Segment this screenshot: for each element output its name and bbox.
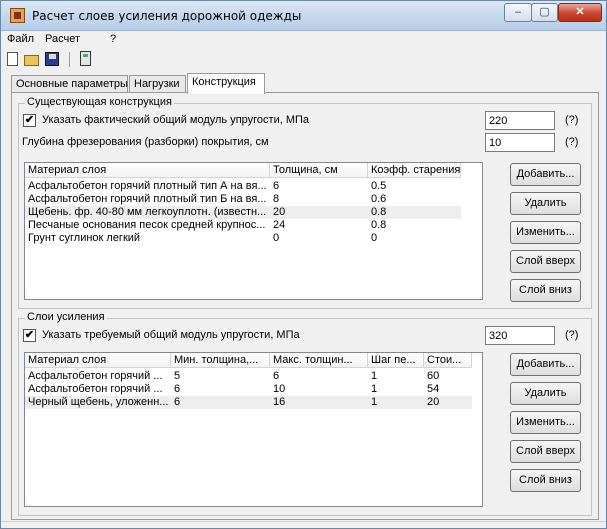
reinforcement-group-label: Слои усиления	[27, 311, 105, 323]
app-icon	[10, 8, 25, 23]
column-cost[interactable]: Стои...	[424, 353, 472, 368]
row-aging: 0.6	[371, 193, 387, 205]
table-row[interactable]	[25, 193, 482, 206]
reinforcement-edit-button[interactable]: Изменить...	[510, 411, 581, 434]
existing-layers-list[interactable]	[24, 162, 483, 300]
column-material[interactable]: Материал слоя	[25, 353, 171, 368]
tab-main-parameters[interactable]: Основные параметры	[11, 75, 128, 93]
existing-delete-button[interactable]: Удалить	[510, 192, 581, 215]
row-cost: 54	[427, 383, 440, 395]
existing-group-label: Существующая конструкция	[27, 96, 172, 108]
menu-calculation[interactable]: Расчет	[45, 33, 80, 45]
reinforcement-layer-down-button[interactable]: Слой вниз	[510, 469, 581, 492]
open-folder-icon[interactable]	[24, 55, 39, 66]
reinforcement-layers-group	[18, 311, 592, 516]
window-title: Расчет слоев усиления дорожной одежды	[32, 9, 302, 23]
menu-bar	[1, 31, 606, 49]
row-min-thickness: 5	[174, 370, 181, 382]
menu-file[interactable]: Файл	[7, 33, 35, 45]
row-thickness: 0	[273, 232, 280, 244]
new-document-icon[interactable]	[7, 52, 18, 66]
column-step[interactable]: Шаг пе...	[368, 353, 424, 368]
required-modulus-label: Указать требуемый общий модуль упругости, МПа	[42, 329, 300, 341]
tab-construction[interactable]: Конструкция	[187, 73, 265, 94]
milling-depth-input[interactable]	[485, 133, 555, 152]
table-row[interactable]	[25, 396, 472, 409]
existing-modulus-help[interactable]: (?)	[565, 114, 579, 126]
row-material: Щебень. фр. 40-80 мм легкоуплотн. (известн...	[28, 206, 267, 218]
existing-list-header	[25, 163, 482, 178]
required-modulus-checkbox[interactable]: ✔	[24, 329, 35, 341]
calculator-icon[interactable]	[80, 51, 91, 66]
row-thickness: 24	[273, 219, 286, 231]
row-material: Асфальтобетон горячий ...	[28, 370, 163, 382]
row-aging: 0.8	[371, 219, 387, 231]
row-material: Песчаные основания песок средней крупнос...	[28, 219, 266, 231]
reinforcement-add-button[interactable]: Добавить...	[510, 353, 581, 376]
row-max-thickness: 6	[273, 370, 280, 382]
milling-depth-help[interactable]: (?)	[565, 136, 579, 148]
row-material: Черный щебень, уложенн...	[28, 396, 169, 408]
maximize-button[interactable]: ▢	[531, 3, 558, 22]
row-max-thickness: 10	[273, 383, 286, 395]
reinforcement-list-header	[25, 353, 482, 368]
row-min-thickness: 6	[174, 396, 181, 408]
row-material: Грунт суглинок легкий	[28, 232, 141, 244]
row-step: 1	[371, 370, 378, 382]
row-aging: 0.5	[371, 180, 387, 192]
reinforcement-layer-up-button[interactable]: Слой вверх	[510, 440, 581, 463]
row-step: 1	[371, 383, 378, 395]
table-row[interactable]	[25, 219, 482, 232]
row-cost: 20	[427, 396, 440, 408]
column-min-thickness[interactable]: Мин. толщина,...	[171, 353, 270, 368]
existing-modulus-label: Указать фактический общий модуль упругости, МПа	[42, 114, 310, 126]
status-bar	[1, 521, 606, 529]
row-material: Асфальтобетон горячий ...	[28, 383, 163, 395]
existing-construction-group	[18, 96, 592, 309]
table-row[interactable]	[25, 206, 461, 219]
column-thickness[interactable]: Толщина, см	[270, 163, 368, 178]
required-modulus-help[interactable]: (?)	[565, 329, 579, 341]
row-material: Асфальтобетон горячий плотный тип Б на вя...	[28, 193, 267, 205]
menu-help[interactable]: ?	[110, 33, 117, 45]
column-material[interactable]: Материал слоя	[25, 163, 270, 178]
minimize-button[interactable]: –	[504, 3, 532, 22]
construction-panel	[11, 92, 599, 520]
toolbar	[1, 49, 606, 69]
existing-modulus-checkbox[interactable]: ✔	[24, 114, 35, 126]
row-min-thickness: 6	[174, 383, 181, 395]
existing-layer-down-button[interactable]: Слой вниз	[510, 279, 581, 302]
row-thickness: 8	[273, 193, 280, 205]
column-aging-coefficient[interactable]: Коэфф. старения	[368, 163, 461, 178]
existing-layer-up-button[interactable]: Слой вверх	[510, 250, 581, 273]
table-row[interactable]	[25, 370, 482, 383]
row-material: Асфальтобетон горячий плотный тип А на вя...	[28, 180, 267, 192]
existing-edit-button[interactable]: Изменить...	[510, 221, 581, 244]
existing-add-button[interactable]: Добавить...	[510, 163, 581, 186]
row-cost: 60	[427, 370, 440, 382]
table-row[interactable]	[25, 180, 482, 193]
table-row[interactable]	[25, 383, 482, 396]
column-max-thickness[interactable]: Макс. толщин...	[270, 353, 368, 368]
reinforcement-delete-button[interactable]: Удалить	[510, 382, 581, 405]
row-max-thickness: 16	[273, 396, 286, 408]
row-aging: 0	[371, 232, 378, 244]
row-thickness: 20	[273, 206, 286, 218]
milling-depth-label: Глубина фрезерования (разборки) покрытия, см	[22, 136, 269, 148]
required-modulus-input[interactable]	[485, 326, 555, 345]
row-aging: 0.8	[371, 206, 387, 218]
row-thickness: 6	[273, 180, 280, 192]
existing-modulus-input[interactable]	[485, 111, 555, 130]
toolbar-separator	[69, 52, 70, 67]
title-bar[interactable]	[1, 1, 606, 31]
reinforcement-layers-list[interactable]	[24, 352, 483, 507]
table-row[interactable]	[25, 232, 482, 245]
row-step: 1	[371, 396, 378, 408]
tab-loads[interactable]: Нагрузки	[129, 75, 186, 93]
save-icon[interactable]	[45, 52, 59, 66]
close-button[interactable]: ✕	[558, 3, 602, 22]
